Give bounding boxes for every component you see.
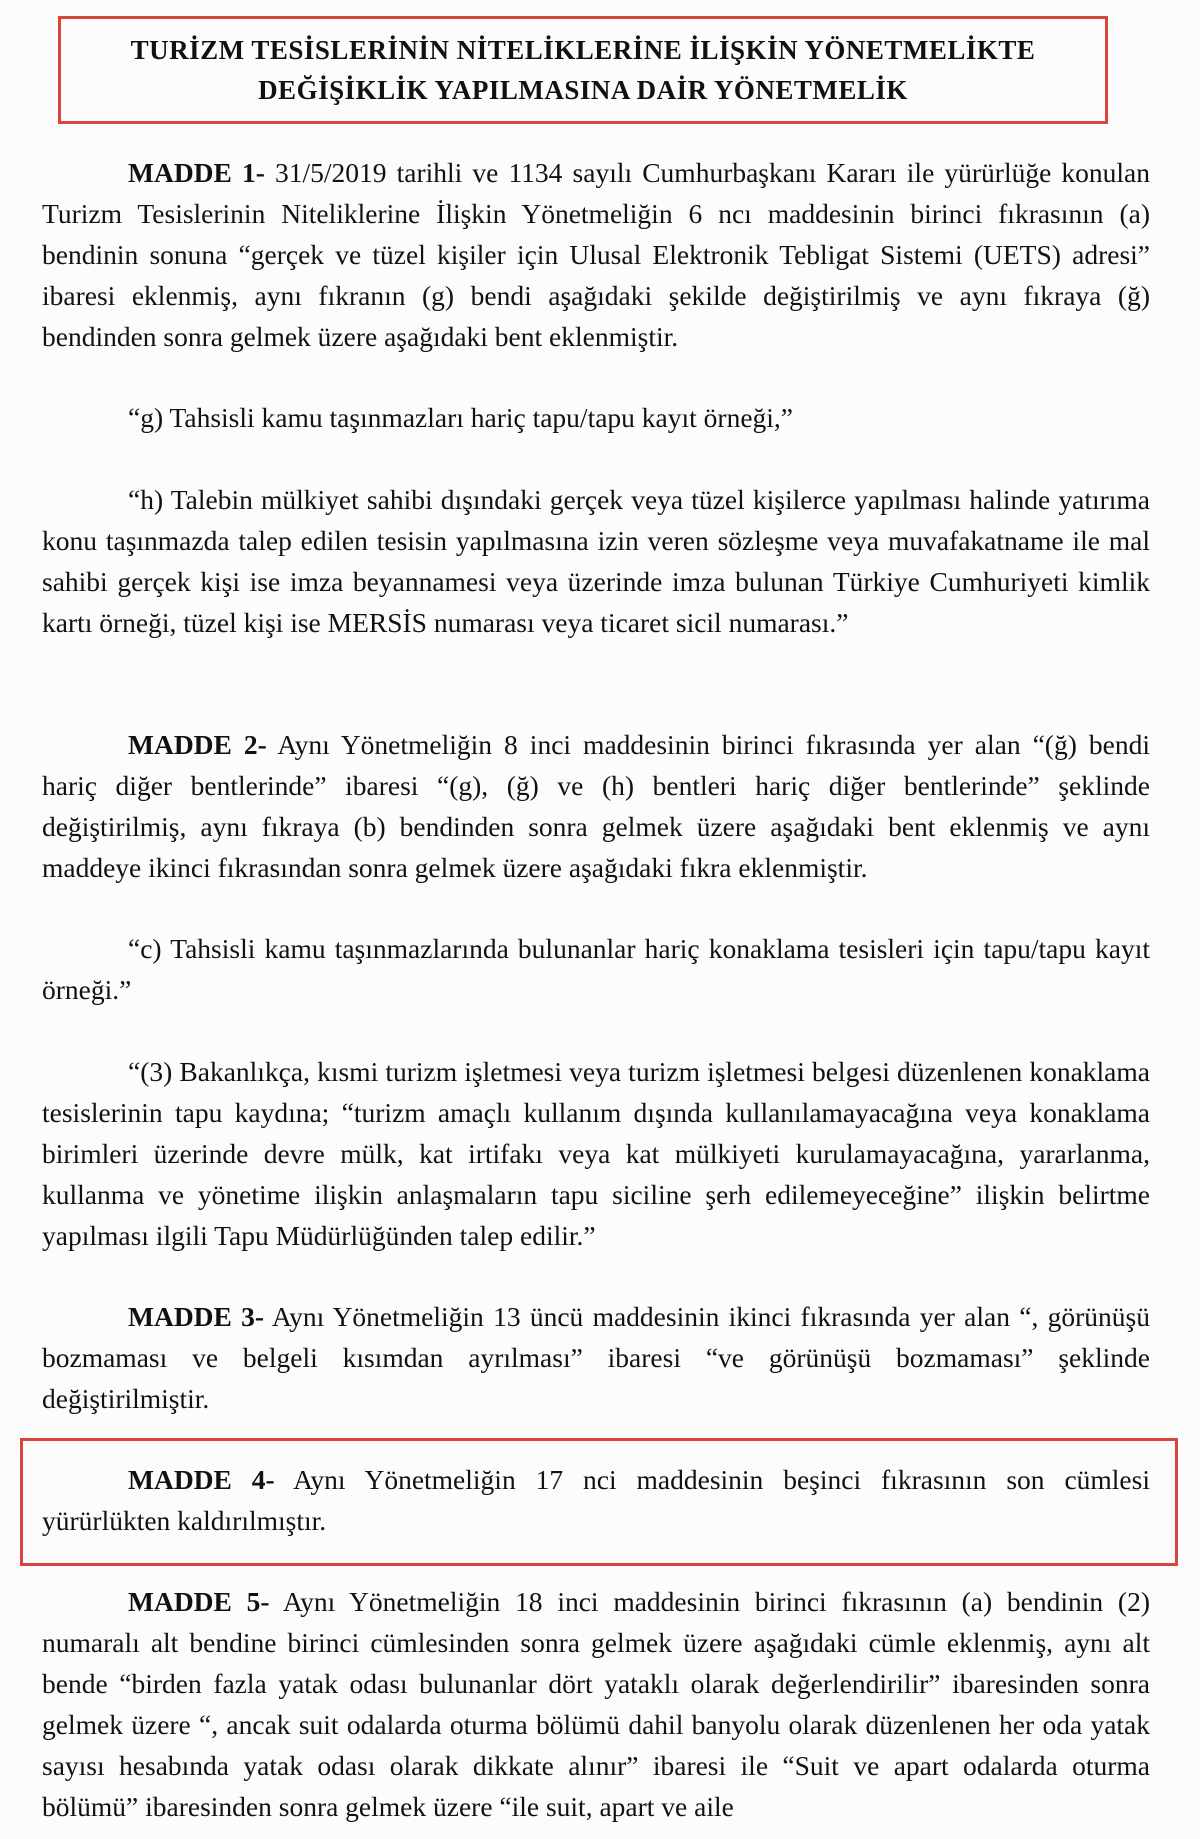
article-3-label: MADDE 3- bbox=[128, 1301, 265, 1332]
article-2-label: MADDE 2- bbox=[128, 729, 267, 760]
article-3-text: Aynı Yönetmeliğin 13 üncü maddesinin ikinci fıkrasında yer alan “, görünüşü bozmaması ve belgeli kısımdan ayrılması” ibaresi “ve görünüşü bozmaması” şeklinde değiştirilmiştir. bbox=[42, 1301, 1150, 1414]
article-4-label: MADDE 4- bbox=[128, 1464, 275, 1495]
article-4-text: Aynı Yönetmeliğin 17 nci maddesinin beşinci fıkrasının son cümlesi yürürlükten kaldırılmıştır. bbox=[42, 1464, 1150, 1536]
article-2 bbox=[42, 724, 1150, 888]
article-3 bbox=[42, 1296, 1150, 1419]
article-1-text: 31/5/2019 tarihli ve 1134 sayılı Cumhurbaşkanı Kararı ile yürürlüğe konulan Turizm Tesislerinin Niteliklerine İlişkin Yönetmeliğin 6 ncı maddesinin birinci fıkrasının (a) bendinin sonuna “gerçek ve tüzel kişiler için Ulusal Elektronik Tebligat Sistemi (UETS) adresi” ibaresi eklenmiş, aynı fıkranın (g) bendi aşağıdaki şekilde değiştirilmiş ve aynı fıkraya (ğ) bendinden sonra gelmek üzere aşağıdaki bent eklenmiştir. bbox=[42, 157, 1150, 352]
title-box bbox=[58, 16, 1108, 124]
article-2-text: Aynı Yönetmeliğin 8 inci maddesinin birinci fıkrasında yer alan “(ğ) bendi hariç diğer bentlerinde” ibaresi “(g), (ğ) ve (h) bentleri hariç diğer bentlerinde” şeklinde değiştirilmiş, aynı fıkraya (b) bendinden sonra gelmek üzere aşağıdaki bent eklenmiş ve aynı maddeye ikinci fıkrasından sonra gelmek üzere aşağıdaki fıkra eklenmiştir. bbox=[42, 729, 1150, 883]
article-5 bbox=[42, 1581, 1150, 1827]
article-1-clause-h: “h) Talebin mülkiyet sahibi dışındaki gerçek veya tüzel kişilerce yapılması halinde yatırıma konu taşınmazda talep edilen tesisin yapılmasına izin veren sözleşme veya muvafakatname ile mal sahibi gerçek kişi ise imza beyannamesi veya üzerinde imza bulunan Türkiye Cumhuriyeti kimlik kartı örneği, tüzel kişi ise MERSİS numarası veya ticaret sicil numarası.” bbox=[42, 484, 1150, 638]
article-2-paragraph-3: “(3) Bakanlıkça, kısmi turizm işletmesi veya turizm işletmesi belgesi düzenlenen konaklama tesislerinin tapu kaydına; “turizm amaçlı kullanım dışında kullanılamayacağına veya konaklama birimleri üzerinde devre mülk, kat irtifakı veya kat mülkiyeti kurulamayacağına, yararlanma, kullanma ve yönetime ilişkin anlaşmaların tapu siciline şerh edilemeyeceğine” ilişkin belirtme yapılması ilgili Tapu Müdürlüğünden talep edilir.” bbox=[42, 1056, 1150, 1251]
title-line-1: TURİZM TESİSLERİNİN NİTELİKLERİNE İLİŞKİN YÖNETMELİKTE bbox=[130, 35, 1036, 65]
article-5-text: Aynı Yönetmeliğin 18 inci maddesinin birinci fıkrasının (a) bendinin (2) numaralı alt bendine birinci cümlesinden sonra gelmek üzere aşağıdaki cümle eklenmiş, aynı alt bende “birden fazla yatak odası bulunanlar dört yataklı olarak değerlendirilir” ibaresinden sonra gelmek üzere “, ancak suit odalarda oturma bölümü dahil banyolu olarak düzenlenen her oda yatak sayısı hesabında yatak odası olarak dikkate alınır” ibaresi ile “Suit ve apart odalarda oturma bölümü” ibaresinden sonra gelmek üzere “ile suit, apart ve aile bbox=[42, 1586, 1150, 1822]
article-4 bbox=[42, 1459, 1150, 1541]
title-line-2: DEĞİŞİKLİK YAPILMASINA DAİR YÖNETMELİK bbox=[258, 75, 908, 105]
article-2-clause-c: “c) Tahsisli kamu taşınmazlarında bulunanlar hariç konaklama tesisleri için tapu/tapu kayıt örneği.” bbox=[42, 933, 1150, 1005]
article-1-label: MADDE 1- bbox=[128, 157, 265, 188]
article-5-label: MADDE 5- bbox=[128, 1586, 270, 1617]
article-1-clause-g: “g) Tahsisli kamu taşınmazları hariç tapu/tapu kayıt örneği,” bbox=[128, 402, 793, 433]
article-1 bbox=[42, 152, 1150, 357]
